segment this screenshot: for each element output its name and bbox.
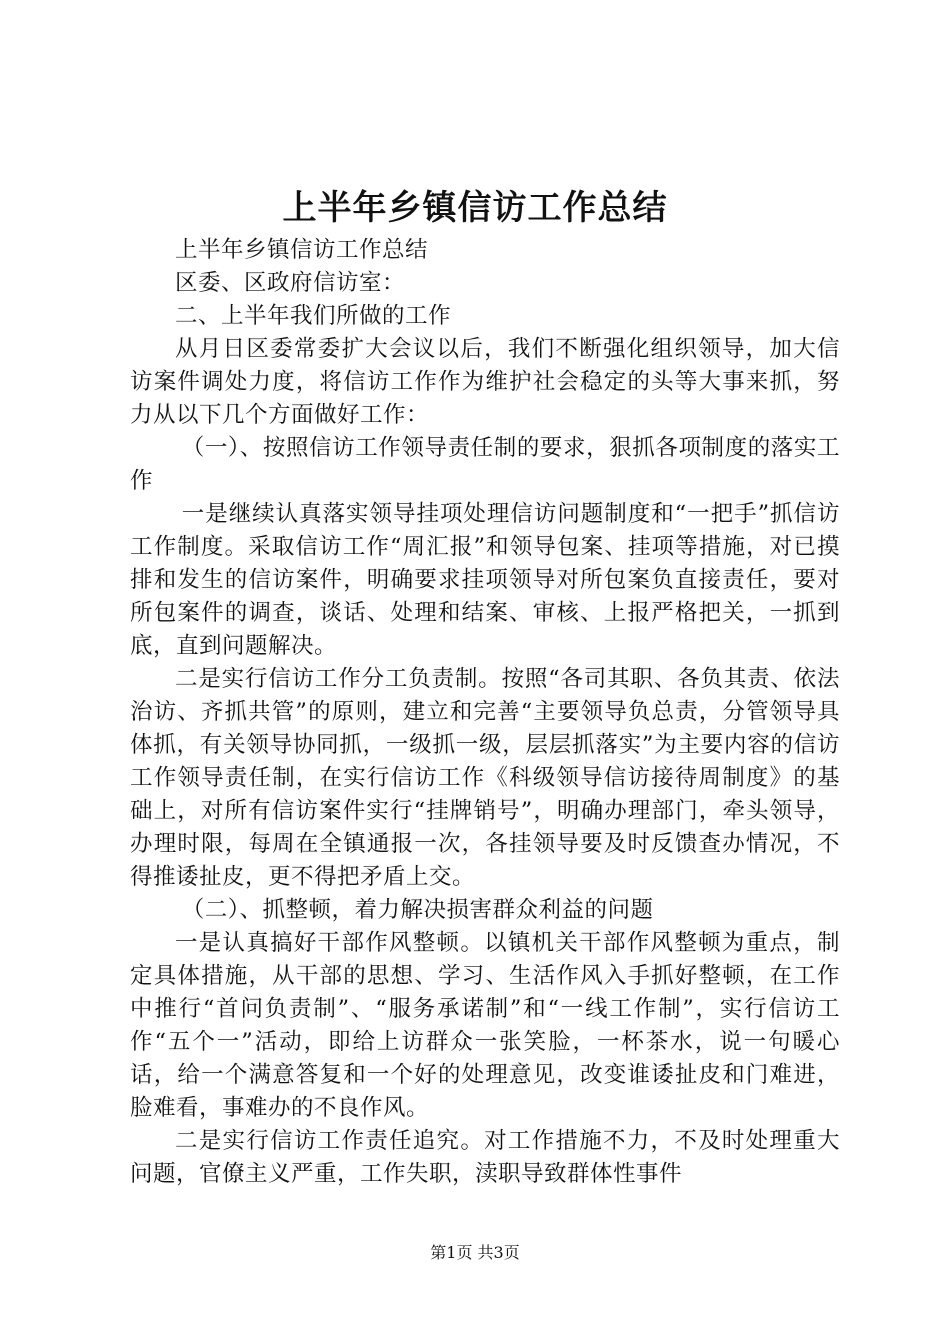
paragraph-point-two: 二是实行信访工作分工负责制。按照“各司其职、各负其责、依法治访、齐抓共管”的原则，建立和完善“主要领导负总责，分管领导具体抓，有关领导协同抓，一级抓一级，层层抓落实”为主要内容的信访工作领导责任制，在实行信访工作《科级领导信访接待周制度》的基础上，对所有信访案件实行“挂牌销号”，明确办理部门，牵头领导，办理时限，每周在全镇通报一次，各挂领导要及时反馈查办情况，不得推诿扯皮，更不得把矛盾上交。 (130, 666, 840, 890)
page-number-footer: 第1页 共3页 (430, 1243, 520, 1262)
paragraph-rectification-two: 二是实行信访工作责任追究。对工作措施不力，不及时处理重大问题，官僚主义严重，工作失职，渎职导致群体性事件 (130, 1128, 840, 1187)
paragraph-recipient: 区委、区政府信访室： (175, 270, 406, 296)
paragraph-subsection-two: （二）、抓整顿，着力解决损害群众利益的问题 (181, 897, 654, 923)
paragraph-heading-repeat: 上半年乡镇信访工作总结 (175, 237, 429, 263)
document-body (130, 234, 840, 1191)
paragraph-intro: 从月日区委常委扩大会议以后，我们不断强化组织领导，加大信访案件调处力度，将信访工作作为维护社会稳定的头等大事来抓，努力从以下几个方面做好工作： (130, 336, 840, 428)
page-title: 上半年乡镇信访工作总结 (282, 188, 668, 228)
paragraph-subsection-one: （一）、按照信访工作领导责任制的要求，狠抓各项制度的落实工作 (130, 435, 840, 494)
paragraph-point-one: 一是继续认真落实领导挂项处理信访问题制度和“一把手”抓信访工作制度。采取信访工作“周汇报”和领导包案、挂项等措施，对已摸排和发生的信访案件，明确要求挂项领导对所包案负直接责任，要对所包案件的调查，谈话、处理和结案、审核、上报严格把关，一抓到底，直到问题解决。 (130, 501, 840, 659)
paragraph-section-two: 二、上半年我们所做的工作 (175, 303, 452, 329)
paragraph-rectification-one: 一是认真搞好干部作风整顿。以镇机关干部作风整顿为重点，制定具体措施，从干部的思想、学习、生活作风入手抓好整顿，在工作中推行“首问负责制”、“服务承诺制”和“一线工作制”，实行信访工作“五个一”活动，即给上访群众一张笑脸，一杯茶水，说一句暖心话，给一个满意答复和一个好的处理意见，改变谁诿扯皮和门难进，脸难看，事难办的不良作风。 (130, 930, 840, 1121)
